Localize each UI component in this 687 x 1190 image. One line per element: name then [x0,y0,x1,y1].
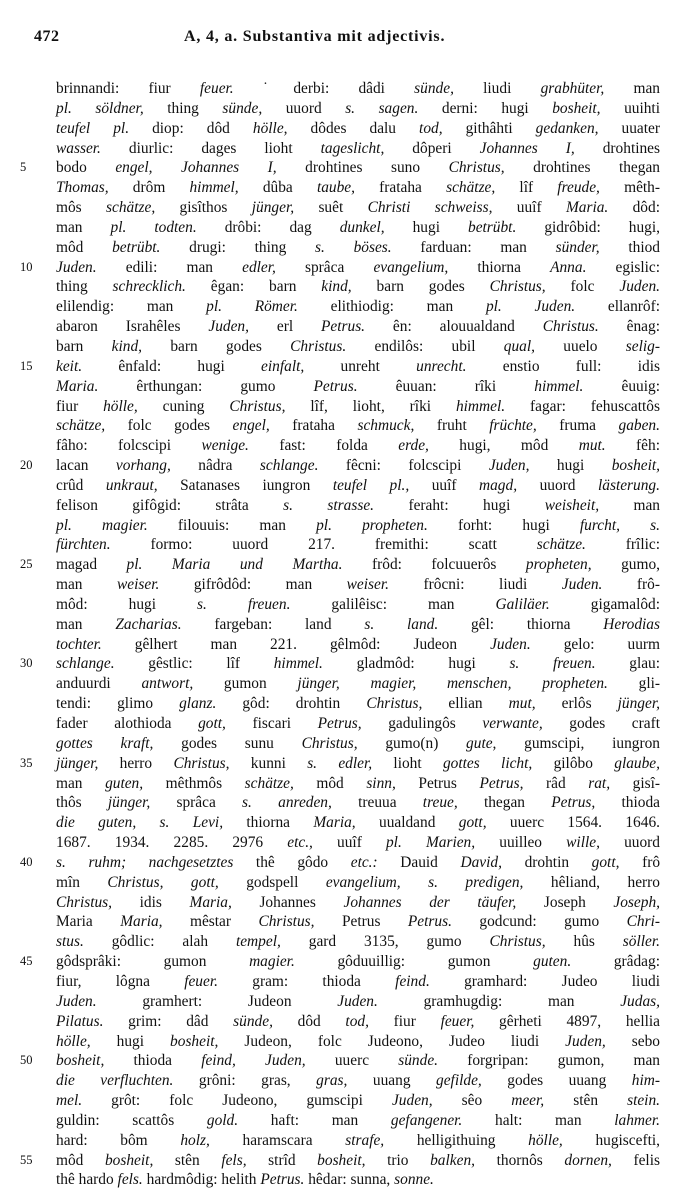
line-number: 10 [20,259,33,274]
line-text: bodo engel, Johannes I, drohtines suno Christus, drohtines thegan [56,159,660,177]
line-text: môd betrübt. drugi: thing s. böses. farduan: man sünder, thiod [56,238,660,256]
line-text: jünger, herro Christus, kunni s. edler, lioht gottes licht, gilôbo glaube, [56,754,660,772]
line-text: hard: bôm holz, haramscara strafe, helligithuing hölle, hugiscefti, [56,1131,660,1149]
line-text: 1687. 1934. 2285. 2976 etc., uuîf pl. Marien, uuilleo wille, uuord [56,834,660,852]
text-line [20,1032,660,1052]
text-line [20,893,660,913]
line-text: guldin: scattôs gold. haft: man gefangener. halt: man lahmer. [56,1111,660,1129]
line-number: 30 [20,656,33,671]
line-text: môd: hugi s. freuen. galilêisc: man Galiläer. gigamalôd: [56,595,661,613]
text-line [20,1111,660,1131]
line-text: Juden. edili: man edler, sprâca evangelium, thiorna Anna. egislic: [56,258,660,276]
page-number: 472 [34,28,60,45]
page-header [34,28,654,52]
text-line [20,1012,660,1032]
line-number: 20 [20,458,33,473]
text-line [20,337,660,357]
line-number: 55 [20,1152,33,1167]
line-text: anduurdi antwort, gumon jünger, magier, menschen, propheten. gli- [56,675,660,693]
text-line [20,119,660,139]
text-line [20,595,660,615]
text-line [20,1131,660,1151]
line-text: abaron Israhêles Juden, erl Petrus. ên: alouualdand Christus. ênag: [56,318,660,336]
text-line [20,436,660,456]
text-line [20,615,660,635]
line-text: tochter. gêlhert man 221. gêlmôd: Judeon Juden. gelo: uurm [56,635,660,653]
line-text: die verfluchten. grôni: gras, gras, uuang gefilde, godes uuang him- [56,1072,661,1090]
text-line [20,912,660,932]
line-text: barn kind, barn godes Christus. endilôs: ubil qual, uuelo selig- [56,337,660,355]
line-text: gôdsprâki: gumon magier. gôduuillig: gumon guten. grâdag: [56,953,660,971]
text-line [20,158,660,178]
text-line [20,516,660,536]
text-line [20,774,660,794]
text-line [20,674,660,694]
text-line [20,992,660,1012]
line-text: crûd unkraut, Satanases iungron teufel pl., uuîf magd, uuord lästerung. [56,476,660,494]
text-line [20,853,660,873]
line-text: keit. ênfald: hugi einfalt, unreht unrecht. enstio full: idis [56,357,660,375]
text-line [20,635,660,655]
running-head: A, 4, a. Substantiva mit adjectivis. [184,28,446,45]
text-line [20,972,660,992]
text-line [20,496,660,516]
line-text: môs schätze, gisîthos jünger, suêt Christi schweiss, uuîf Maria. dôd: [56,199,660,217]
text-line [20,139,660,159]
line-text: tendi: glimo glanz. gôd: drohtin Christus, ellian mut, erlôs jünger, [56,695,660,713]
text-line [20,218,660,238]
line-number: 25 [20,557,33,572]
line-text: Juden. gramhert: Judeon Juden. gramhugdig: man Judas, [56,992,660,1010]
text-line [20,833,660,853]
line-text: gottes kraft, godes sunu Christus, gumo(n) gute, gumscipi, iungron [56,734,661,752]
text-line [20,714,660,734]
line-text: bosheit, thioda feind, Juden, uuerc sünde. forgripan: gumon, man [56,1052,661,1070]
text-line [20,813,660,833]
line-text: man Zacharias. fargeban: land s. land. gêl: thiorna Herodias [56,615,660,633]
line-text: die guten, s. Levi, thiorna Maria, uualdand gott, uuerc 1564. 1646. [56,814,660,832]
line-text: man guten, mêthmôs schätze, môd sinn, Petrus Petrus, râd rat, gisî- [56,774,660,792]
line-text: felison gifôgid: strâta s. strasse. feraht: hugi weisheit, man [56,496,660,514]
text-line [20,416,660,436]
line-text: fürchten. formo: uuord 217. fremithi: scatt schätze. frîlic: [56,536,660,554]
text-line [20,654,660,674]
line-text: thing schrecklich. êgan: barn kind, barn godes Christus, folc Juden. [56,278,660,296]
line-text: schätze, folc godes engel, frataha schmuck, fruht früchte, fruma gaben. [56,417,660,435]
line-text: Maria Maria, mêstar Christus, Petrus Petrus. godcund: gumo Chri- [56,913,660,931]
line-text: fâho: folcscipi wenige. fast: folda erde, hugi, môd mut. fêh: [56,437,660,455]
text-line [20,1151,660,1171]
text-line [20,873,660,893]
text-line [20,397,660,417]
line-number: 50 [20,1053,33,1068]
line-number: 35 [20,755,33,770]
text-line [20,317,660,337]
text-line [20,535,660,555]
line-text: fader alothioda gott, fiscari Petrus, gadulingôs verwante, godes craft [56,715,660,732]
line-text: fiur hölle, cuning Christus, lîf, lioht, rîki himmel. fagar: fehuscattôs [56,397,660,415]
line-text: thê hardo fels. hardmôdig: helith Petrus. hêdar: sunna, sonne. [56,1171,434,1189]
line-text: thôs jünger, sprâca s. anreden, treuua treue, thegan Petrus, thioda [56,794,660,812]
line-text: man pl. todten. drôbi: dag dunkel, hugi betrübt. gidrôbid: hugi, [56,218,660,236]
line-text: elilendig: man pl. Römer. elithiodig: man pl. Juden. ellanrôf: [56,298,660,316]
line-text: lacan vorhang, nâdra schlange. fêcni: folcscipi Juden, hugi bosheit, [56,457,661,475]
text-line [20,277,660,297]
text-line [20,1170,660,1190]
line-text: hölle, hugi bosheit, Judeon, folc Judeono, Judeo liudi Juden, sebo [56,1032,661,1050]
text-line [20,79,660,99]
text-line [20,99,660,119]
line-text: schlange. gêstlic: lîf himmel. gladmôd: hugi s. freuen. glau: [56,655,661,673]
text-line [20,694,660,714]
line-text: pl. magier. filouuis: man pl. propheten. forht: hugi furcht, s. [56,516,660,534]
line-number: 15 [20,358,33,373]
text-line [20,377,660,397]
text-line [20,357,660,377]
text-line [20,238,660,258]
text-line [20,793,660,813]
text-line [20,952,660,972]
dictionary-text-body [20,79,660,1190]
text-line [20,754,660,774]
text-line [20,476,660,496]
line-number: 45 [20,954,33,969]
text-line [20,555,660,575]
line-text: pl. söldner, thing sünde, uuord s. sagen. derni: hugi bosheit, uuihti [56,99,660,117]
line-text: mel. grôt: folc Judeono, gumscipi Juden, sêo meer, stên stein. [56,1092,660,1110]
text-line [20,734,660,754]
line-text: Maria. êrthungan: gumo Petrus. êuuan: rîki himmel. êuuig: [56,377,660,395]
line-text: brinnandi: fiur feuer. ˙derbi: dâdi sünde, liudi grabhüter, man [56,80,660,97]
text-line [20,1051,660,1071]
text-line [20,456,660,476]
line-text: magad pl. Maria und Martha. frôd: folcuuerôs propheten, gumo, [56,556,660,574]
text-line [20,297,660,317]
text-line [20,258,660,278]
text-line [20,178,660,198]
line-text: s. ruhm; nachgesetztes thê gôdo etc.: Dauid David, drohtin gott, frô [56,853,661,871]
line-number: 5 [20,160,27,175]
text-line [20,1071,660,1091]
line-text: stus. gôdlic: alah tempel, gard 3135, gumo Christus, hûs söller. [56,933,660,951]
line-text: Pilatus. grim: dâd sünde, dôd tod, fiur feuer, gêrheti 4897, hellia [56,1012,661,1030]
text-line [20,932,660,952]
line-text: Christus, idis Maria, Johannes Johannes der täufer, Joseph Joseph, [56,893,660,911]
line-number: 40 [20,854,33,869]
line-text: teufel pl. diop: dôd hölle, dôdes dalu tod, githâhti gedanken, uuater [56,119,660,137]
line-text: mîn Christus, gott, godspell evangelium, s. predigen, hêliand, herro [56,873,660,891]
text-line [20,575,660,595]
line-text: wasser. diurlic: dages lioht tageslicht, dôperi Johannes I, drohtines [56,139,661,157]
text-line [20,1091,660,1111]
text-line [20,198,660,218]
line-text: fiur, lôgna feuer. gram: thioda feind. gramhard: Judeo liudi [56,972,660,990]
line-text: môd bosheit, stên fels, strîd bosheit, trio balken, thornôs dornen, felis [56,1151,660,1169]
line-text: man weiser. gifrôdôd: man weiser. frôcni: liudi Juden. frô- [56,576,660,594]
line-text: Thomas, drôm himmel, dûba taube, frataha schätze, lîf freude, mêth- [56,179,660,197]
